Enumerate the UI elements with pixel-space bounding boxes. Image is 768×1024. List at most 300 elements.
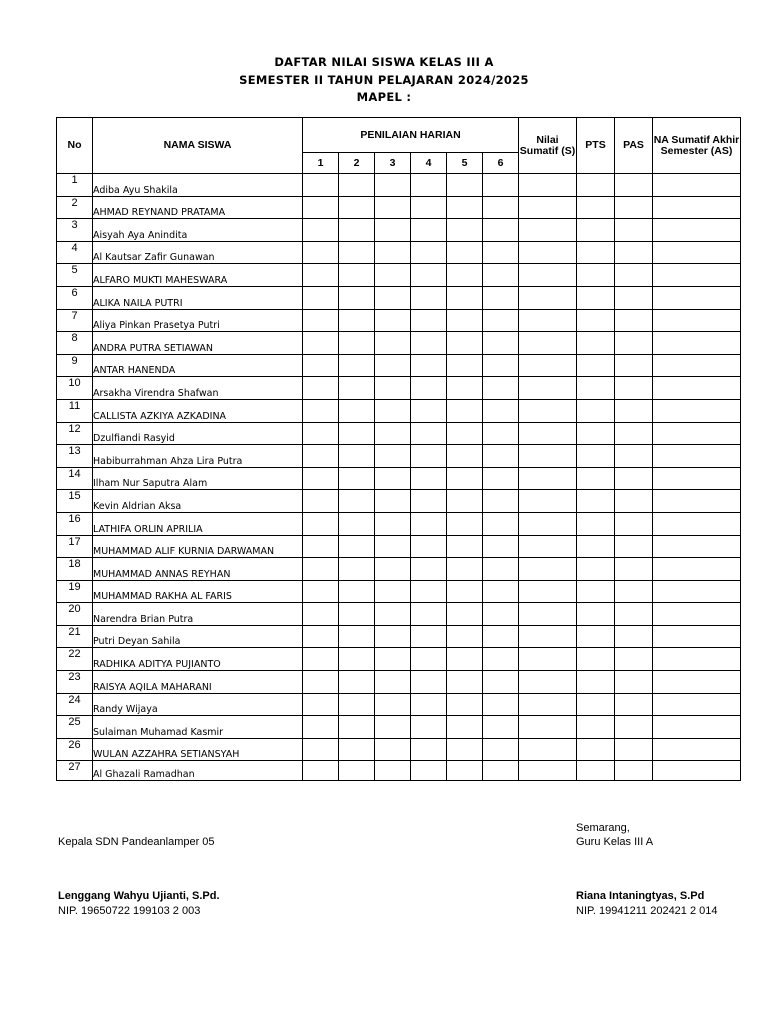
- pts-score-cell: [577, 535, 615, 558]
- daily-score-5-cell: [447, 332, 483, 355]
- summative-score-cell: [519, 332, 577, 355]
- daily-score-1-cell: [303, 693, 339, 716]
- daily-score-5-cell: [447, 603, 483, 626]
- daily-score-2-cell: [339, 241, 375, 264]
- daily-score-5-cell: [447, 535, 483, 558]
- student-name: ALFARO MUKTI MAHESWARA: [93, 264, 303, 287]
- student-name: LATHIFA ORLIN APRILIA: [93, 512, 303, 535]
- pas-score-cell: [615, 558, 653, 581]
- daily-score-4-cell: [411, 174, 447, 197]
- pts-score-cell: [577, 671, 615, 694]
- daily-score-4-cell: [411, 693, 447, 716]
- daily-score-3-cell: [375, 558, 411, 581]
- daily-score-3-cell: [375, 603, 411, 626]
- summative-score-cell: [519, 219, 577, 242]
- pas-score-cell: [615, 716, 653, 739]
- pts-score-cell: [577, 174, 615, 197]
- student-number: 17: [57, 535, 93, 558]
- final-summative-score-cell: [653, 196, 741, 219]
- summative-score-cell: [519, 671, 577, 694]
- student-name: WULAN AZZAHRA SETIANSYAH: [93, 738, 303, 761]
- table-row: [57, 377, 741, 400]
- daily-score-4-cell: [411, 535, 447, 558]
- summative-score-cell: [519, 467, 577, 490]
- student-name: ALIKA NAILA PUTRI: [93, 286, 303, 309]
- table-row: [57, 535, 741, 558]
- daily-score-2-cell: [339, 467, 375, 490]
- daily-score-5-cell: [447, 445, 483, 468]
- header-daily-5: 5: [447, 153, 483, 174]
- daily-score-4-cell: [411, 399, 447, 422]
- table-row: [57, 603, 741, 626]
- daily-score-5-cell: [447, 309, 483, 332]
- final-summative-score-cell: [653, 445, 741, 468]
- daily-score-4-cell: [411, 490, 447, 513]
- final-summative-score-cell: [653, 580, 741, 603]
- daily-score-5-cell: [447, 399, 483, 422]
- header-final-line1: NA Sumatif Akhir: [653, 133, 740, 146]
- final-summative-score-cell: [653, 241, 741, 264]
- daily-score-2-cell: [339, 332, 375, 355]
- student-name: Habiburrahman Ahza Lira Putra: [93, 445, 303, 468]
- daily-score-4-cell: [411, 286, 447, 309]
- pts-score-cell: [577, 625, 615, 648]
- student-number: 18: [57, 558, 93, 581]
- student-number: 3: [57, 219, 93, 242]
- final-summative-score-cell: [653, 264, 741, 287]
- daily-score-3-cell: [375, 196, 411, 219]
- document-title: DAFTAR NILAI SISWA KELAS III A: [274, 55, 494, 69]
- daily-score-3-cell: [375, 648, 411, 671]
- daily-score-5-cell: [447, 738, 483, 761]
- pas-score-cell: [615, 761, 653, 781]
- daily-score-6-cell: [483, 219, 519, 242]
- student-number: 22: [57, 648, 93, 671]
- daily-score-1-cell: [303, 399, 339, 422]
- daily-score-1-cell: [303, 738, 339, 761]
- daily-score-6-cell: [483, 761, 519, 781]
- principal-name: Lenggang Wahyu Ujianti, S.Pd.: [58, 890, 220, 902]
- grades-table: [56, 117, 741, 781]
- daily-score-3-cell: [375, 512, 411, 535]
- student-number: 24: [57, 693, 93, 716]
- daily-score-2-cell: [339, 264, 375, 287]
- pts-score-cell: [577, 354, 615, 377]
- table-row: [57, 738, 741, 761]
- daily-score-3-cell: [375, 467, 411, 490]
- pts-score-cell: [577, 716, 615, 739]
- semester-subtitle: SEMESTER II TAHUN PELAJARAN 2024/2025: [239, 73, 529, 87]
- daily-score-2-cell: [339, 693, 375, 716]
- student-number: 5: [57, 264, 93, 287]
- daily-score-1-cell: [303, 625, 339, 648]
- daily-score-6-cell: [483, 399, 519, 422]
- pts-score-cell: [577, 693, 615, 716]
- daily-score-4-cell: [411, 445, 447, 468]
- student-number: 4: [57, 241, 93, 264]
- daily-score-2-cell: [339, 761, 375, 781]
- daily-score-4-cell: [411, 558, 447, 581]
- table-row: [57, 558, 741, 581]
- final-summative-score-cell: [653, 377, 741, 400]
- final-summative-score-cell: [653, 467, 741, 490]
- student-number: 1: [57, 174, 93, 197]
- daily-score-1-cell: [303, 286, 339, 309]
- daily-score-3-cell: [375, 422, 411, 445]
- student-name: MUHAMMAD ANNAS REYHAN: [93, 558, 303, 581]
- final-summative-score-cell: [653, 693, 741, 716]
- daily-score-6-cell: [483, 625, 519, 648]
- daily-score-4-cell: [411, 648, 447, 671]
- table-row: [57, 625, 741, 648]
- daily-score-3-cell: [375, 490, 411, 513]
- pts-score-cell: [577, 196, 615, 219]
- final-summative-score-cell: [653, 671, 741, 694]
- daily-score-4-cell: [411, 377, 447, 400]
- daily-score-1-cell: [303, 716, 339, 739]
- summative-score-cell: [519, 603, 577, 626]
- student-name: AHMAD REYNAND PRATAMA: [93, 196, 303, 219]
- pas-score-cell: [615, 693, 653, 716]
- daily-score-5-cell: [447, 286, 483, 309]
- daily-score-6-cell: [483, 377, 519, 400]
- daily-score-6-cell: [483, 467, 519, 490]
- final-summative-score-cell: [653, 761, 741, 781]
- pas-score-cell: [615, 196, 653, 219]
- summative-score-cell: [519, 761, 577, 781]
- daily-score-1-cell: [303, 467, 339, 490]
- student-number: 20: [57, 603, 93, 626]
- pts-score-cell: [577, 648, 615, 671]
- student-number: 12: [57, 422, 93, 445]
- pas-score-cell: [615, 264, 653, 287]
- daily-score-6-cell: [483, 354, 519, 377]
- summative-score-cell: [519, 625, 577, 648]
- daily-score-2-cell: [339, 512, 375, 535]
- student-number: 23: [57, 671, 93, 694]
- pts-score-cell: [577, 445, 615, 468]
- student-number: 9: [57, 354, 93, 377]
- teacher-nip: NIP. 19941211 202421 2 014: [576, 905, 718, 917]
- daily-score-3-cell: [375, 286, 411, 309]
- table-row: [57, 445, 741, 468]
- pas-score-cell: [615, 219, 653, 242]
- daily-score-6-cell: [483, 603, 519, 626]
- table-row: [57, 309, 741, 332]
- daily-score-3-cell: [375, 377, 411, 400]
- daily-score-2-cell: [339, 196, 375, 219]
- daily-score-6-cell: [483, 648, 519, 671]
- student-number: 10: [57, 377, 93, 400]
- daily-score-5-cell: [447, 241, 483, 264]
- student-number: 19: [57, 580, 93, 603]
- summative-score-cell: [519, 648, 577, 671]
- table-row: [57, 332, 741, 355]
- daily-score-4-cell: [411, 264, 447, 287]
- student-number: 2: [57, 196, 93, 219]
- daily-score-6-cell: [483, 738, 519, 761]
- student-name: MUHAMMAD ALIF KURNIA DARWAMAN: [93, 535, 303, 558]
- daily-score-1-cell: [303, 490, 339, 513]
- daily-score-2-cell: [339, 558, 375, 581]
- daily-score-4-cell: [411, 716, 447, 739]
- daily-score-2-cell: [339, 580, 375, 603]
- daily-score-2-cell: [339, 716, 375, 739]
- pts-score-cell: [577, 286, 615, 309]
- summative-score-cell: [519, 738, 577, 761]
- student-rows: [57, 174, 741, 781]
- student-name: Aliya Pinkan Prasetya Putri: [93, 309, 303, 332]
- daily-score-4-cell: [411, 309, 447, 332]
- student-number: 16: [57, 512, 93, 535]
- summative-score-cell: [519, 286, 577, 309]
- pas-score-cell: [615, 603, 653, 626]
- student-name: Kevin Aldrian Aksa: [93, 490, 303, 513]
- pas-score-cell: [615, 535, 653, 558]
- student-name: MUHAMMAD RAKHA AL FARIS: [93, 580, 303, 603]
- final-summative-score-cell: [653, 286, 741, 309]
- daily-score-5-cell: [447, 625, 483, 648]
- summative-score-cell: [519, 535, 577, 558]
- daily-score-3-cell: [375, 399, 411, 422]
- table-row: [57, 241, 741, 264]
- pts-score-cell: [577, 467, 615, 490]
- table-row: [57, 490, 741, 513]
- daily-score-5-cell: [447, 558, 483, 581]
- table-row: [57, 264, 741, 287]
- daily-score-3-cell: [375, 219, 411, 242]
- student-number: 21: [57, 625, 93, 648]
- daily-score-4-cell: [411, 422, 447, 445]
- student-number: 7: [57, 309, 93, 332]
- pas-score-cell: [615, 625, 653, 648]
- daily-score-5-cell: [447, 467, 483, 490]
- table-row: [57, 196, 741, 219]
- daily-score-1-cell: [303, 196, 339, 219]
- student-name: Arsakha Virendra Shafwan: [93, 377, 303, 400]
- daily-score-1-cell: [303, 174, 339, 197]
- final-summative-score-cell: [653, 648, 741, 671]
- daily-score-2-cell: [339, 354, 375, 377]
- student-number: 13: [57, 445, 93, 468]
- header-pas: PAS: [615, 118, 653, 174]
- table-row: [57, 693, 741, 716]
- daily-score-6-cell: [483, 671, 519, 694]
- daily-score-6-cell: [483, 286, 519, 309]
- summative-score-cell: [519, 309, 577, 332]
- daily-score-2-cell: [339, 535, 375, 558]
- pts-score-cell: [577, 422, 615, 445]
- daily-score-1-cell: [303, 671, 339, 694]
- final-summative-score-cell: [653, 738, 741, 761]
- daily-score-4-cell: [411, 219, 447, 242]
- daily-score-4-cell: [411, 354, 447, 377]
- final-summative-score-cell: [653, 354, 741, 377]
- summative-score-cell: [519, 716, 577, 739]
- daily-score-1-cell: [303, 648, 339, 671]
- student-name: ANDRA PUTRA SETIAWAN: [93, 332, 303, 355]
- daily-score-3-cell: [375, 445, 411, 468]
- daily-score-5-cell: [447, 354, 483, 377]
- pts-score-cell: [577, 738, 615, 761]
- summative-score-cell: [519, 264, 577, 287]
- daily-score-1-cell: [303, 332, 339, 355]
- daily-score-6-cell: [483, 558, 519, 581]
- student-number: 14: [57, 467, 93, 490]
- pas-score-cell: [615, 648, 653, 671]
- student-name: Randy Wijaya: [93, 693, 303, 716]
- student-name: Putri Deyan Sahila: [93, 625, 303, 648]
- daily-score-5-cell: [447, 174, 483, 197]
- pts-score-cell: [577, 761, 615, 781]
- daily-score-4-cell: [411, 625, 447, 648]
- summative-score-cell: [519, 196, 577, 219]
- header-final-summative: [653, 118, 741, 174]
- daily-score-6-cell: [483, 264, 519, 287]
- daily-score-6-cell: [483, 422, 519, 445]
- daily-score-5-cell: [447, 716, 483, 739]
- daily-score-2-cell: [339, 219, 375, 242]
- table-row: [57, 512, 741, 535]
- final-summative-score-cell: [653, 625, 741, 648]
- pts-score-cell: [577, 558, 615, 581]
- summative-score-cell: [519, 693, 577, 716]
- final-summative-score-cell: [653, 309, 741, 332]
- daily-score-2-cell: [339, 422, 375, 445]
- header-pts: PTS: [577, 118, 615, 174]
- pts-score-cell: [577, 399, 615, 422]
- student-name: Sulaiman Muhamad Kasmir: [93, 716, 303, 739]
- daily-score-4-cell: [411, 603, 447, 626]
- summative-score-cell: [519, 445, 577, 468]
- pts-score-cell: [577, 490, 615, 513]
- pas-score-cell: [615, 671, 653, 694]
- daily-score-4-cell: [411, 580, 447, 603]
- daily-score-3-cell: [375, 738, 411, 761]
- daily-score-2-cell: [339, 174, 375, 197]
- pas-score-cell: [615, 467, 653, 490]
- pas-score-cell: [615, 445, 653, 468]
- pts-score-cell: [577, 332, 615, 355]
- student-number: 27: [57, 761, 93, 781]
- final-summative-score-cell: [653, 422, 741, 445]
- daily-score-5-cell: [447, 219, 483, 242]
- pts-score-cell: [577, 241, 615, 264]
- daily-score-4-cell: [411, 512, 447, 535]
- daily-score-5-cell: [447, 648, 483, 671]
- daily-score-1-cell: [303, 219, 339, 242]
- daily-score-5-cell: [447, 512, 483, 535]
- student-name: Al Ghazali Ramadhan: [93, 761, 303, 781]
- pts-score-cell: [577, 309, 615, 332]
- pas-score-cell: [615, 174, 653, 197]
- student-name: Narendra Brian Putra: [93, 603, 303, 626]
- pts-score-cell: [577, 603, 615, 626]
- daily-score-5-cell: [447, 693, 483, 716]
- student-name: Dzulfiandi Rasyid: [93, 422, 303, 445]
- pas-score-cell: [615, 490, 653, 513]
- pts-score-cell: [577, 264, 615, 287]
- final-summative-score-cell: [653, 716, 741, 739]
- table-row: [57, 174, 741, 197]
- teacher-name: Riana Intaningtyas, S.Pd: [576, 890, 705, 902]
- pas-score-cell: [615, 738, 653, 761]
- summative-score-cell: [519, 399, 577, 422]
- daily-score-5-cell: [447, 264, 483, 287]
- header-daily-1: 1: [303, 153, 339, 174]
- daily-score-6-cell: [483, 512, 519, 535]
- final-summative-score-cell: [653, 490, 741, 513]
- signature-place: Semarang,: [576, 822, 630, 834]
- table-row: [57, 671, 741, 694]
- student-number: 11: [57, 399, 93, 422]
- daily-score-6-cell: [483, 693, 519, 716]
- table-row: [57, 467, 741, 490]
- daily-score-4-cell: [411, 241, 447, 264]
- pts-score-cell: [577, 512, 615, 535]
- final-summative-score-cell: [653, 174, 741, 197]
- header-no: No: [57, 118, 93, 174]
- summative-score-cell: [519, 377, 577, 400]
- daily-score-5-cell: [447, 761, 483, 781]
- daily-score-1-cell: [303, 422, 339, 445]
- daily-score-2-cell: [339, 377, 375, 400]
- final-summative-score-cell: [653, 603, 741, 626]
- daily-score-2-cell: [339, 286, 375, 309]
- pas-score-cell: [615, 422, 653, 445]
- student-name: Aisyah Aya Anindita: [93, 219, 303, 242]
- daily-score-2-cell: [339, 648, 375, 671]
- daily-score-1-cell: [303, 241, 339, 264]
- daily-score-3-cell: [375, 761, 411, 781]
- daily-score-4-cell: [411, 738, 447, 761]
- pts-score-cell: [577, 580, 615, 603]
- table-row: [57, 219, 741, 242]
- summative-score-cell: [519, 241, 577, 264]
- daily-score-1-cell: [303, 558, 339, 581]
- table-row: [57, 399, 741, 422]
- header-daily-4: 4: [411, 153, 447, 174]
- summative-score-cell: [519, 422, 577, 445]
- daily-score-3-cell: [375, 716, 411, 739]
- daily-score-3-cell: [375, 332, 411, 355]
- daily-score-1-cell: [303, 264, 339, 287]
- student-name: RADHIKA ADITYA PUJIANTO: [93, 648, 303, 671]
- daily-score-2-cell: [339, 603, 375, 626]
- pas-score-cell: [615, 286, 653, 309]
- student-name: CALLISTA AZKIYA AZKADINA: [93, 399, 303, 422]
- summative-score-cell: [519, 490, 577, 513]
- header-student-name: NAMA SISWA: [93, 118, 303, 174]
- summative-score-cell: [519, 558, 577, 581]
- student-number: 15: [57, 490, 93, 513]
- daily-score-6-cell: [483, 332, 519, 355]
- pas-score-cell: [615, 580, 653, 603]
- daily-score-1-cell: [303, 580, 339, 603]
- table-row: [57, 354, 741, 377]
- daily-score-6-cell: [483, 196, 519, 219]
- pas-score-cell: [615, 399, 653, 422]
- header-summative: [519, 118, 577, 174]
- daily-score-6-cell: [483, 241, 519, 264]
- daily-score-6-cell: [483, 580, 519, 603]
- daily-score-6-cell: [483, 490, 519, 513]
- student-number: 8: [57, 332, 93, 355]
- principal-role: Kepala SDN Pandeanlamper 05: [58, 836, 215, 848]
- daily-score-6-cell: [483, 309, 519, 332]
- daily-score-1-cell: [303, 309, 339, 332]
- daily-score-2-cell: [339, 399, 375, 422]
